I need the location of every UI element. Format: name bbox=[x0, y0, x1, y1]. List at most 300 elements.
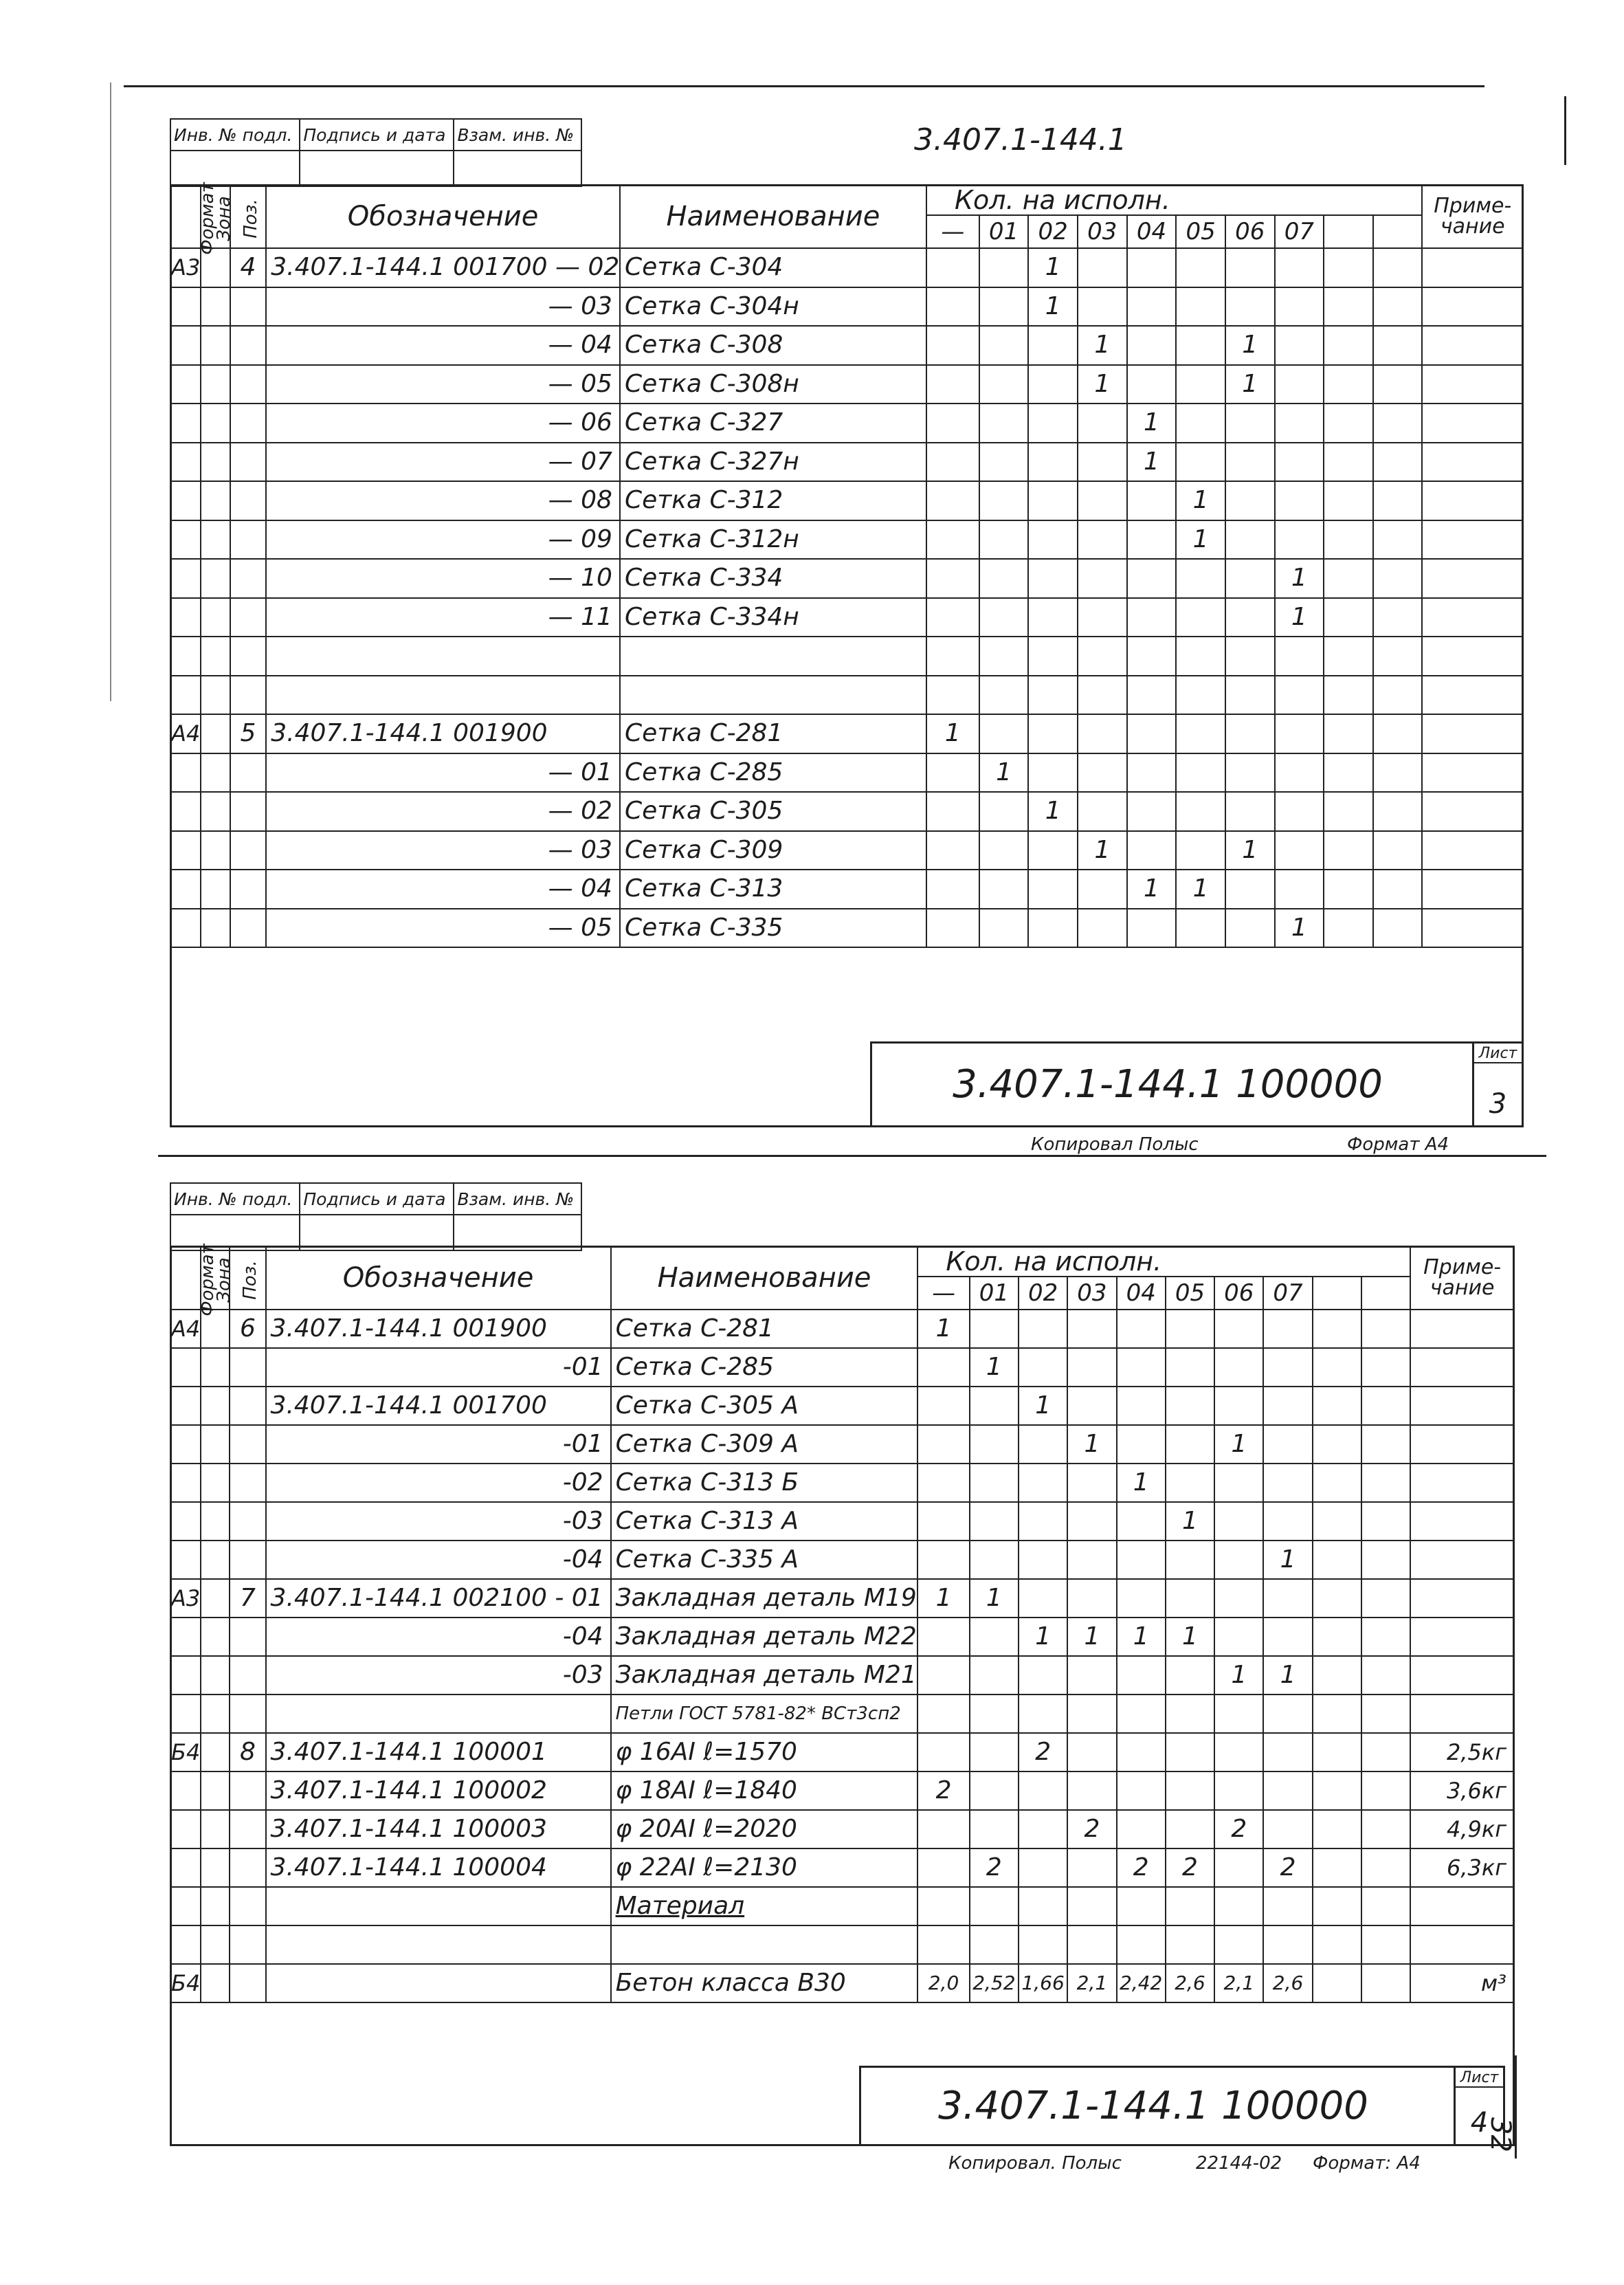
variant-header-4: 04 bbox=[1127, 215, 1177, 248]
table-row bbox=[170, 1810, 1514, 1848]
qty-cell-7 bbox=[1275, 287, 1324, 327]
page-number: 32 bbox=[1484, 2117, 1516, 2152]
qty-cell-2 bbox=[1028, 637, 1078, 676]
qty-cell-7 bbox=[1275, 365, 1324, 404]
poz-cell bbox=[230, 404, 266, 443]
qty-cell-9 bbox=[1373, 559, 1423, 598]
qty-cell-2 bbox=[1019, 1310, 1067, 1348]
zona-cell bbox=[201, 1425, 230, 1464]
name-cell: Сетка С-334н bbox=[620, 598, 926, 637]
qty-cell-8 bbox=[1324, 753, 1373, 793]
qty-cell-8 bbox=[1313, 1810, 1361, 1848]
qty-cell-5 bbox=[1176, 714, 1225, 753]
qty-cell-7 bbox=[1275, 676, 1324, 715]
note-cell bbox=[1422, 676, 1523, 715]
qty-cell-8 bbox=[1324, 520, 1373, 560]
qty-cell-0 bbox=[926, 365, 979, 404]
qty-cell-5 bbox=[1176, 831, 1225, 870]
qty-cell-6 bbox=[1214, 1464, 1263, 1502]
table-row bbox=[170, 1695, 1514, 1733]
name-cell: Сетка С-313 bbox=[620, 870, 926, 909]
qty-cell-2 bbox=[1028, 831, 1078, 870]
qty-cell-0 bbox=[926, 287, 979, 327]
qty-cell-1: 2,52 bbox=[970, 1964, 1019, 2002]
zona-cell bbox=[201, 481, 230, 520]
qty-cell-2: 1,66 bbox=[1019, 1964, 1067, 2002]
note-cell bbox=[1410, 1579, 1514, 1618]
qty-cell-9 bbox=[1373, 637, 1423, 676]
qty-cell-8 bbox=[1313, 1925, 1361, 1964]
variant-header-0: — bbox=[917, 1277, 969, 1310]
zona-cell bbox=[201, 1925, 230, 1964]
designation-cell: 3.407.1-144.1 001700 bbox=[266, 1387, 611, 1425]
name-cell: Сетка С-309 А bbox=[611, 1425, 918, 1464]
qty-cell-5 bbox=[1176, 559, 1225, 598]
zona-cell bbox=[201, 1464, 230, 1502]
note-cell bbox=[1422, 909, 1523, 948]
qty-cell-5 bbox=[1166, 1348, 1214, 1387]
qty-cell-6 bbox=[1225, 792, 1275, 831]
qty-cell-7 bbox=[1275, 520, 1324, 560]
qty-cell-1 bbox=[970, 1695, 1019, 1733]
qty-cell-1 bbox=[970, 1656, 1019, 1695]
zona-cell bbox=[201, 1387, 230, 1425]
qty-cell-8 bbox=[1324, 792, 1373, 831]
qty-cell-2 bbox=[1028, 481, 1078, 520]
note-cell: 4,9кг bbox=[1410, 1810, 1514, 1848]
designation-cell: — 11 bbox=[266, 598, 620, 637]
note-cell bbox=[1422, 870, 1523, 909]
qty-cell-4 bbox=[1117, 1733, 1166, 1771]
qty-cell-2 bbox=[1019, 1656, 1067, 1695]
sheet1-footer-copy: Копировал Полыс bbox=[1031, 1134, 1199, 1155]
qty-cell-3 bbox=[1067, 1464, 1116, 1502]
poz-cell bbox=[230, 1848, 265, 1887]
poz-cell: 4 bbox=[230, 248, 266, 287]
table-row bbox=[170, 481, 1523, 520]
designation-cell: — 07 bbox=[266, 443, 620, 482]
qty-cell-7: 2 bbox=[1263, 1848, 1312, 1887]
qty-cell-9 bbox=[1373, 443, 1423, 482]
qty-cell-1 bbox=[979, 714, 1029, 753]
qty-cell-9 bbox=[1373, 831, 1423, 870]
qty-cell-2 bbox=[1019, 1925, 1067, 1964]
qty-cell-9 bbox=[1361, 1579, 1410, 1618]
designation-cell: — 03 bbox=[266, 287, 620, 327]
zona-cell bbox=[201, 831, 230, 870]
qty-cell-3 bbox=[1078, 287, 1127, 327]
qty-cell-4: 1 bbox=[1117, 1618, 1166, 1656]
qty-cell-9 bbox=[1373, 753, 1423, 793]
qty-cell-5 bbox=[1166, 1656, 1214, 1695]
designation-cell: 3.407.1-144.1 001900 bbox=[266, 1310, 611, 1348]
name-cell: Сетка С-304 bbox=[620, 248, 926, 287]
name-cell: Сетка С-335 А bbox=[611, 1541, 918, 1579]
qty-cell-0 bbox=[917, 1925, 969, 1964]
qty-cell-9 bbox=[1373, 792, 1423, 831]
designation-cell bbox=[266, 1925, 611, 1964]
qty-cell-7 bbox=[1275, 326, 1324, 365]
qty-cell-8 bbox=[1324, 637, 1373, 676]
zona-cell bbox=[201, 870, 230, 909]
name-cell: Сетка С-313 А bbox=[611, 1502, 918, 1541]
designation-cell: — 10 bbox=[266, 559, 620, 598]
name-cell: Бетон класса В30 bbox=[611, 1964, 918, 2002]
qty-cell-7: 1 bbox=[1275, 559, 1324, 598]
qty-cell-3 bbox=[1078, 637, 1127, 676]
name-cell: Сетка С-305 bbox=[620, 792, 926, 831]
variant-header-8 bbox=[1313, 1277, 1361, 1310]
qty-cell-6: 1 bbox=[1214, 1425, 1263, 1464]
format-cell bbox=[170, 404, 201, 443]
sheet1-spec-table bbox=[170, 184, 1524, 989]
col-oboz: Обозначение bbox=[266, 185, 620, 248]
table-row bbox=[170, 1733, 1514, 1771]
qty-cell-2 bbox=[1028, 404, 1078, 443]
qty-cell-1 bbox=[979, 520, 1029, 560]
format-cell bbox=[170, 1810, 201, 1848]
qty-cell-4 bbox=[1127, 287, 1177, 327]
qty-cell-0 bbox=[926, 404, 979, 443]
qty-cell-0: 2,0 bbox=[917, 1964, 969, 2002]
qty-cell-9 bbox=[1361, 1925, 1410, 1964]
qty-cell-0 bbox=[926, 870, 979, 909]
poz-cell bbox=[230, 1348, 265, 1387]
qty-cell-3 bbox=[1078, 443, 1127, 482]
qty-cell-0 bbox=[926, 792, 979, 831]
qty-cell-6 bbox=[1214, 1348, 1263, 1387]
format-cell bbox=[170, 1771, 201, 1810]
name-cell: Сетка С-285 bbox=[611, 1348, 918, 1387]
qty-cell-9 bbox=[1361, 1541, 1410, 1579]
qty-cell-4 bbox=[1127, 792, 1177, 831]
qty-cell-9 bbox=[1361, 1887, 1410, 1925]
qty-cell-1 bbox=[970, 1887, 1019, 1925]
variant-header-1: 01 bbox=[970, 1277, 1019, 1310]
table-row bbox=[170, 1618, 1514, 1656]
qty-cell-6 bbox=[1225, 753, 1275, 793]
qty-cell-3 bbox=[1078, 404, 1127, 443]
qty-cell-6 bbox=[1225, 443, 1275, 482]
qty-cell-0 bbox=[926, 443, 979, 482]
format-cell bbox=[170, 365, 201, 404]
zona-cell bbox=[201, 637, 230, 676]
qty-cell-0 bbox=[917, 1810, 969, 1848]
qty-cell-2: 1 bbox=[1028, 792, 1078, 831]
qty-cell-5 bbox=[1166, 1541, 1214, 1579]
qty-cell-8 bbox=[1324, 598, 1373, 637]
qty-cell-9 bbox=[1361, 1656, 1410, 1695]
qty-cell-5: 1 bbox=[1176, 520, 1225, 560]
designation-cell: — 04 bbox=[266, 326, 620, 365]
poz-cell bbox=[230, 443, 266, 482]
qty-cell-8 bbox=[1324, 326, 1373, 365]
qty-cell-5 bbox=[1166, 1695, 1214, 1733]
qty-cell-9 bbox=[1361, 1810, 1410, 1848]
note-cell bbox=[1422, 792, 1523, 831]
poz-cell bbox=[230, 1771, 265, 1810]
qty-cell-5 bbox=[1166, 1810, 1214, 1848]
sheet1-stamp-code: 3.407.1-144.1 100000 bbox=[953, 1062, 1383, 1107]
format-cell bbox=[170, 792, 201, 831]
designation-cell: — 01 bbox=[266, 753, 620, 793]
name-cell: φ 18АI ℓ=1840 bbox=[611, 1771, 918, 1810]
sheet1-blank-row bbox=[170, 947, 1523, 989]
qty-cell-4: 1 bbox=[1117, 1464, 1166, 1502]
qty-cell-9 bbox=[1373, 714, 1423, 753]
qty-cell-7 bbox=[1275, 637, 1324, 676]
qty-cell-2 bbox=[1028, 598, 1078, 637]
qty-cell-8 bbox=[1313, 1695, 1361, 1733]
designation-cell: — 04 bbox=[266, 870, 620, 909]
qty-cell-4 bbox=[1127, 481, 1177, 520]
zona-cell bbox=[201, 1618, 230, 1656]
qty-cell-3 bbox=[1078, 909, 1127, 948]
variant-header-9 bbox=[1373, 215, 1423, 248]
note-cell: 3,6кг bbox=[1410, 1771, 1514, 1810]
qty-cell-9 bbox=[1373, 870, 1423, 909]
designation-cell: 3.407.1-144.1 001900 bbox=[266, 714, 620, 753]
qty-cell-0 bbox=[917, 1502, 969, 1541]
sheet1-footer-format: Формат А4 bbox=[1347, 1134, 1449, 1155]
designation-cell: -02 bbox=[266, 1464, 611, 1502]
format-cell bbox=[170, 598, 201, 637]
qty-cell-1 bbox=[979, 792, 1029, 831]
poz-cell bbox=[230, 1887, 265, 1925]
qty-cell-9 bbox=[1373, 909, 1423, 948]
note-cell bbox=[1422, 714, 1523, 753]
qty-cell-1 bbox=[979, 443, 1029, 482]
sheet2-inventory-table bbox=[170, 1182, 582, 1251]
qty-cell-1 bbox=[979, 481, 1029, 520]
name-cell: Сетка С-312 bbox=[620, 481, 926, 520]
qty-cell-6: 2 bbox=[1214, 1810, 1263, 1848]
qty-cell-3 bbox=[1078, 520, 1127, 560]
col-oboz-2: Обозначение bbox=[266, 1246, 611, 1310]
table-row bbox=[170, 637, 1523, 676]
designation-cell: — 03 bbox=[266, 831, 620, 870]
qty-cell-4 bbox=[1117, 1387, 1166, 1425]
qty-cell-3: 1 bbox=[1078, 831, 1127, 870]
qty-cell-0: 1 bbox=[917, 1579, 969, 1618]
col-format-2: Формат bbox=[170, 1246, 201, 1310]
qty-cell-0 bbox=[926, 909, 979, 948]
qty-cell-9 bbox=[1361, 1464, 1410, 1502]
poz-cell bbox=[230, 792, 266, 831]
zona-cell bbox=[201, 1695, 230, 1733]
qty-cell-0 bbox=[917, 1656, 969, 1695]
variant-header-0: — bbox=[926, 215, 979, 248]
qty-cell-8 bbox=[1313, 1848, 1361, 1887]
inv-podl-label-2: Инв. № подл. bbox=[170, 1183, 300, 1215]
qty-cell-8 bbox=[1313, 1541, 1361, 1579]
zona-cell bbox=[201, 365, 230, 404]
format-cell bbox=[170, 909, 201, 948]
qty-cell-5: 2 bbox=[1166, 1848, 1214, 1887]
poz-cell bbox=[230, 1387, 265, 1425]
qty-cell-1 bbox=[979, 870, 1029, 909]
note-cell bbox=[1422, 598, 1523, 637]
qty-cell-0 bbox=[926, 520, 979, 560]
poz-cell bbox=[230, 1541, 265, 1579]
qty-cell-4 bbox=[1127, 248, 1177, 287]
qty-cell-3 bbox=[1067, 1541, 1116, 1579]
qty-cell-9 bbox=[1361, 1387, 1410, 1425]
zona-cell bbox=[201, 1348, 230, 1387]
qty-cell-1 bbox=[979, 326, 1029, 365]
designation-cell bbox=[266, 637, 620, 676]
qty-cell-8 bbox=[1313, 1964, 1361, 2002]
qty-cell-3 bbox=[1067, 1887, 1116, 1925]
format-cell bbox=[170, 1656, 201, 1695]
variant-header-5: 05 bbox=[1166, 1277, 1214, 1310]
poz-cell bbox=[230, 831, 266, 870]
qty-cell-8 bbox=[1324, 248, 1373, 287]
qty-cell-9 bbox=[1373, 481, 1423, 520]
sheet1-title-stamp bbox=[870, 1041, 1524, 1127]
name-cell: Сетка С-327 bbox=[620, 404, 926, 443]
qty-cell-6 bbox=[1214, 1848, 1263, 1887]
qty-cell-5 bbox=[1166, 1579, 1214, 1618]
format-cell bbox=[170, 1848, 201, 1887]
sheet2-list-number: 4 bbox=[1470, 2107, 1489, 2139]
qty-cell-3 bbox=[1067, 1925, 1116, 1964]
qty-cell-4: 1 bbox=[1127, 404, 1177, 443]
note-cell: м³ bbox=[1410, 1964, 1514, 2002]
qty-cell-7 bbox=[1275, 792, 1324, 831]
qty-cell-8 bbox=[1324, 676, 1373, 715]
table-row bbox=[170, 1964, 1514, 2002]
qty-cell-2: 1 bbox=[1019, 1618, 1067, 1656]
zona-cell bbox=[201, 559, 230, 598]
qty-cell-1 bbox=[970, 1425, 1019, 1464]
qty-cell-1: 1 bbox=[970, 1579, 1019, 1618]
designation-cell: 3.407.1-144.1 100003 bbox=[266, 1810, 611, 1848]
zona-cell bbox=[201, 753, 230, 793]
qty-cell-1 bbox=[970, 1733, 1019, 1771]
qty-cell-3 bbox=[1078, 792, 1127, 831]
table-row bbox=[170, 1348, 1514, 1387]
format-cell bbox=[170, 443, 201, 482]
qty-cell-2 bbox=[1019, 1541, 1067, 1579]
qty-cell-4: 1 bbox=[1127, 443, 1177, 482]
qty-cell-3 bbox=[1078, 598, 1127, 637]
qty-cell-0 bbox=[917, 1541, 969, 1579]
zona-cell bbox=[201, 1848, 230, 1887]
qty-cell-0 bbox=[917, 1695, 969, 1733]
qty-cell-2 bbox=[1028, 365, 1078, 404]
qty-cell-8 bbox=[1324, 831, 1373, 870]
qty-cell-2 bbox=[1019, 1579, 1067, 1618]
qty-cell-3 bbox=[1067, 1502, 1116, 1541]
qty-cell-6 bbox=[1225, 559, 1275, 598]
qty-cell-7 bbox=[1263, 1733, 1312, 1771]
qty-cell-5: 1 bbox=[1176, 870, 1225, 909]
variant-header-2: 02 bbox=[1028, 215, 1078, 248]
qty-cell-8 bbox=[1324, 909, 1373, 948]
table-row bbox=[170, 1502, 1514, 1541]
zona-cell bbox=[201, 909, 230, 948]
qty-cell-2 bbox=[1028, 753, 1078, 793]
variant-header-4: 04 bbox=[1117, 1277, 1166, 1310]
qty-cell-3 bbox=[1067, 1656, 1116, 1695]
qty-cell-5 bbox=[1176, 404, 1225, 443]
format-cell bbox=[170, 1425, 201, 1464]
qty-cell-1 bbox=[970, 1310, 1019, 1348]
qty-cell-4: 2 bbox=[1117, 1848, 1166, 1887]
format-cell: Б4 bbox=[170, 1964, 201, 2002]
zona-cell bbox=[201, 1579, 230, 1618]
qty-cell-4: 2,42 bbox=[1117, 1964, 1166, 2002]
poz-cell bbox=[230, 1425, 265, 1464]
designation-cell: 3.407.1-144.1 001700 — 02 bbox=[266, 248, 620, 287]
name-cell: Материал bbox=[611, 1887, 918, 1925]
qty-cell-9 bbox=[1373, 287, 1423, 327]
note-cell: 6,3кг bbox=[1410, 1848, 1514, 1887]
qty-cell-1 bbox=[979, 287, 1029, 327]
name-cell: Петли ГОСТ 5781-82* ВСт3сп2 bbox=[611, 1695, 918, 1733]
designation-cell bbox=[266, 1964, 611, 2002]
qty-cell-0 bbox=[926, 676, 979, 715]
note-cell bbox=[1410, 1348, 1514, 1387]
format-cell bbox=[170, 1695, 201, 1733]
qty-cell-7 bbox=[1275, 753, 1324, 793]
qty-cell-6 bbox=[1214, 1579, 1263, 1618]
qty-cell-8 bbox=[1313, 1771, 1361, 1810]
poz-cell bbox=[230, 520, 266, 560]
zona-cell bbox=[201, 520, 230, 560]
table-row bbox=[170, 1925, 1514, 1964]
qty-cell-1 bbox=[979, 365, 1029, 404]
qty-cell-2 bbox=[1019, 1771, 1067, 1810]
inv-podl-label: Инв. № подл. bbox=[170, 119, 300, 151]
zona-cell bbox=[201, 1771, 230, 1810]
qty-cell-5 bbox=[1176, 909, 1225, 948]
qty-cell-6 bbox=[1225, 714, 1275, 753]
variant-header-9 bbox=[1361, 1277, 1410, 1310]
poz-cell bbox=[230, 637, 266, 676]
designation-cell bbox=[266, 1887, 611, 1925]
designation-cell: — 02 bbox=[266, 792, 620, 831]
qty-cell-5 bbox=[1166, 1387, 1214, 1425]
sheet1-list-number: 3 bbox=[1489, 1088, 1507, 1120]
sheet1-sheet-box bbox=[1472, 1044, 1522, 1125]
qty-cell-2 bbox=[1028, 559, 1078, 598]
qty-cell-0: 2 bbox=[917, 1771, 969, 1810]
qty-cell-9 bbox=[1373, 326, 1423, 365]
qty-cell-7: 1 bbox=[1275, 909, 1324, 948]
note-cell bbox=[1422, 404, 1523, 443]
qty-cell-2: 2 bbox=[1019, 1733, 1067, 1771]
qty-cell-6 bbox=[1225, 481, 1275, 520]
qty-cell-6 bbox=[1214, 1887, 1263, 1925]
table-row bbox=[170, 1887, 1514, 1925]
format-cell bbox=[170, 326, 201, 365]
qty-cell-6 bbox=[1214, 1733, 1263, 1771]
qty-cell-4 bbox=[1127, 520, 1177, 560]
poz-cell bbox=[230, 1618, 265, 1656]
qty-cell-8 bbox=[1313, 1887, 1361, 1925]
poz-cell bbox=[230, 1656, 265, 1695]
name-cell: Сетка С-309 bbox=[620, 831, 926, 870]
qty-cell-1 bbox=[979, 909, 1029, 948]
name-cell: φ 22АI ℓ=2130 bbox=[611, 1848, 918, 1887]
note-cell bbox=[1410, 1502, 1514, 1541]
designation-cell: -01 bbox=[266, 1425, 611, 1464]
poz-cell bbox=[230, 598, 266, 637]
zona-cell bbox=[201, 1656, 230, 1695]
qty-cell-6 bbox=[1225, 637, 1275, 676]
